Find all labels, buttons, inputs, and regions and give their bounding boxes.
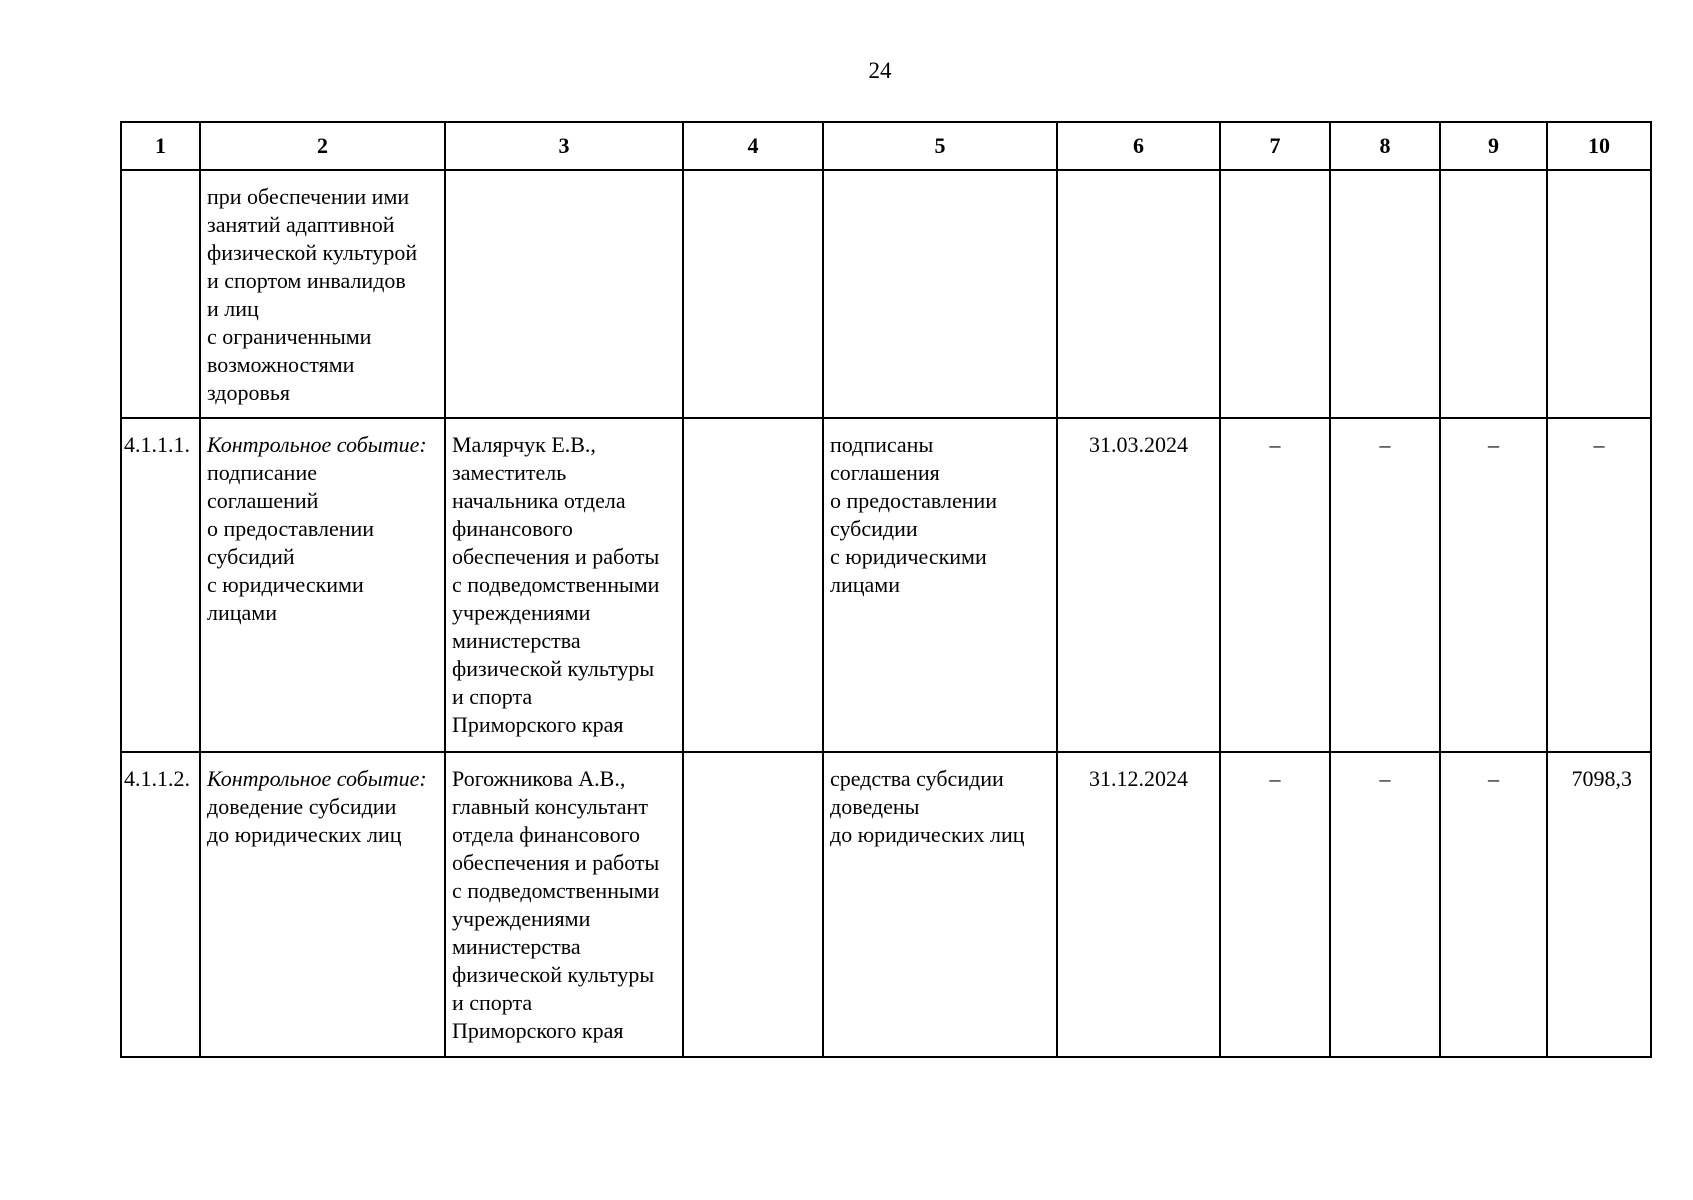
header-col-10: 10 bbox=[1547, 122, 1651, 170]
cell-col7: – bbox=[1220, 418, 1330, 752]
cell-responsible: Малярчук Е.В., заместитель начальника отдела финансового обеспечения и работы с подведомственными учреждениями министерства физической культуры и спорта Приморского края bbox=[445, 418, 683, 752]
cell-col8 bbox=[1330, 170, 1440, 418]
header-col-9: 9 bbox=[1440, 122, 1547, 170]
event-text: доведение субсидии до юридических лиц bbox=[207, 794, 402, 847]
page-number: 24 bbox=[868, 58, 892, 83]
table-row bbox=[121, 170, 1651, 418]
header-col-6: 6 bbox=[1057, 122, 1220, 170]
cell-col9 bbox=[1440, 170, 1547, 418]
cell-responsible bbox=[445, 170, 683, 418]
cell-number bbox=[121, 170, 200, 418]
cell-col4 bbox=[683, 752, 823, 1057]
cell-result: средства субсидии доведены до юридических лиц bbox=[823, 752, 1057, 1057]
cell-col10 bbox=[1547, 170, 1651, 418]
cell-col7 bbox=[1220, 170, 1330, 418]
cell-result: подписаны соглашения о предоставлении субсидии с юридическими лицами bbox=[823, 418, 1057, 752]
cell-col8: – bbox=[1330, 418, 1440, 752]
cell-col9: – bbox=[1440, 418, 1547, 752]
cell-date: 31.12.2024 bbox=[1057, 752, 1220, 1057]
cell-event bbox=[200, 752, 445, 1057]
cell-col10: 7098,3 bbox=[1547, 752, 1651, 1057]
header-col-4: 4 bbox=[683, 122, 823, 170]
event-prefix: Контрольное событие: bbox=[207, 432, 427, 457]
cell-col10: – bbox=[1547, 418, 1651, 752]
cell-col7: – bbox=[1220, 752, 1330, 1057]
header-col-7: 7 bbox=[1220, 122, 1330, 170]
cell-col4 bbox=[683, 170, 823, 418]
cell-number: 4.1.1.2. bbox=[121, 752, 200, 1057]
cell-result bbox=[823, 170, 1057, 418]
header-col-5: 5 bbox=[823, 122, 1057, 170]
cell-responsible: Рогожникова А.В., главный консультант отдела финансового обеспечения и работы с подведомственными учреждениями министерства физической культуры и спорта Приморского края bbox=[445, 752, 683, 1057]
cell-col8: – bbox=[1330, 752, 1440, 1057]
event-text: подписание соглашений о предоставлении субсидий с юридическими лицами bbox=[207, 460, 375, 625]
table-row bbox=[121, 418, 1651, 752]
header-col-3: 3 bbox=[445, 122, 683, 170]
event-prefix: Контрольное событие: bbox=[207, 766, 427, 791]
plan-table bbox=[120, 121, 1652, 1058]
cell-event bbox=[200, 170, 445, 418]
cell-date bbox=[1057, 170, 1220, 418]
cell-date: 31.03.2024 bbox=[1057, 418, 1220, 752]
cell-number: 4.1.1.1. bbox=[121, 418, 200, 752]
cell-col4 bbox=[683, 418, 823, 752]
table-row bbox=[121, 752, 1651, 1057]
cell-col9: – bbox=[1440, 752, 1547, 1057]
header-col-1: 1 bbox=[121, 122, 200, 170]
cell-event bbox=[200, 418, 445, 752]
table-header-row bbox=[121, 122, 1651, 170]
event-text: при обеспечении ими занятий адаптивной физической культурой и спортом инвалидов и лиц с ограниченными возможностями здоровья bbox=[207, 184, 418, 405]
header-col-2: 2 bbox=[200, 122, 445, 170]
header-col-8: 8 bbox=[1330, 122, 1440, 170]
